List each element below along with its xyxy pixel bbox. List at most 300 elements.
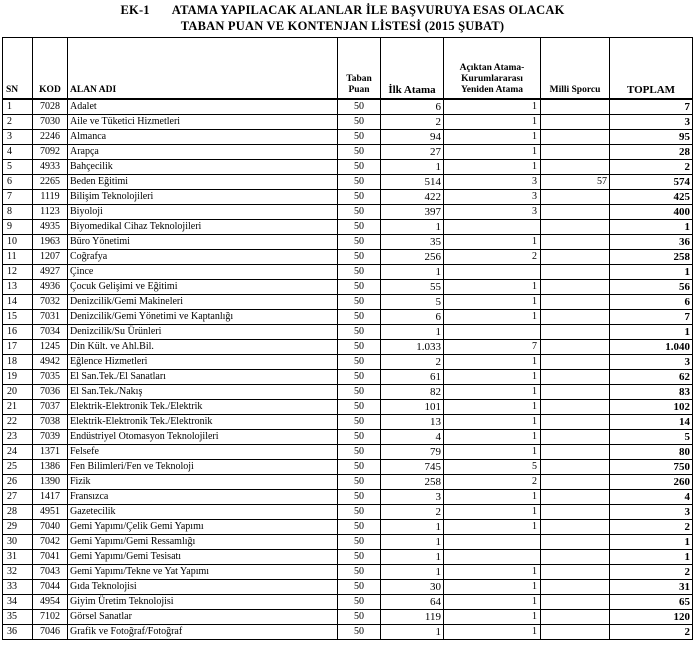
cell-milli xyxy=(541,99,610,115)
table-row xyxy=(3,415,693,430)
cell-kod: 7044 xyxy=(33,580,68,595)
cell-alan: Eğlence Hizmetleri xyxy=(68,355,338,370)
table-row xyxy=(3,505,693,520)
cell-kod: 1123 xyxy=(33,205,68,220)
table-row xyxy=(3,385,693,400)
cell-kod: 1119 xyxy=(33,190,68,205)
cell-sn: 33 xyxy=(3,580,33,595)
cell-sn: 26 xyxy=(3,475,33,490)
cell-ilk: 55 xyxy=(381,280,444,295)
cell-ilk: 1 xyxy=(381,265,444,280)
cell-milli xyxy=(541,235,610,250)
cell-milli xyxy=(541,265,610,280)
cell-acik: 1 xyxy=(444,520,541,535)
cell-sn: 3 xyxy=(3,130,33,145)
cell-sn: 12 xyxy=(3,265,33,280)
cell-acik: 2 xyxy=(444,475,541,490)
cell-sn: 13 xyxy=(3,280,33,295)
cell-kod: 7038 xyxy=(33,415,68,430)
cell-acik: 1 xyxy=(444,610,541,625)
cell-alan: Felsefe xyxy=(68,445,338,460)
cell-alan: Giyim Üretim Teknolojisi xyxy=(68,595,338,610)
cell-milli xyxy=(541,580,610,595)
cell-toplam: 4 xyxy=(610,490,693,505)
header-acik: Açıktan Atama-Kurumlararası Yeniden Atama xyxy=(444,38,541,100)
cell-milli xyxy=(541,415,610,430)
cell-alan: Coğrafya xyxy=(68,250,338,265)
cell-sn: 1 xyxy=(3,99,33,115)
cell-milli xyxy=(541,565,610,580)
cell-acik: 5 xyxy=(444,460,541,475)
table-row xyxy=(3,220,693,235)
cell-acik xyxy=(444,325,541,340)
cell-taban: 50 xyxy=(338,520,381,535)
cell-acik: 1 xyxy=(444,415,541,430)
cell-ilk: 1 xyxy=(381,550,444,565)
cell-sn: 30 xyxy=(3,535,33,550)
cell-toplam: 31 xyxy=(610,580,693,595)
cell-milli xyxy=(541,475,610,490)
cell-kod: 1245 xyxy=(33,340,68,355)
cell-ilk: 2 xyxy=(381,505,444,520)
table-row xyxy=(3,535,693,550)
cell-sn: 18 xyxy=(3,355,33,370)
title-line-2: TABAN PUAN VE KONTENJAN LİSTESİ (2015 ŞUBAT) xyxy=(180,19,505,33)
cell-taban: 50 xyxy=(338,610,381,625)
cell-milli xyxy=(541,205,610,220)
cell-taban: 50 xyxy=(338,265,381,280)
cell-acik: 1 xyxy=(444,115,541,130)
cell-alan: Fransızca xyxy=(68,490,338,505)
cell-alan: El San.Tek./Nakış xyxy=(68,385,338,400)
cell-toplam: 7 xyxy=(610,310,693,325)
cell-taban: 50 xyxy=(338,130,381,145)
cell-sn: 19 xyxy=(3,370,33,385)
cell-taban: 50 xyxy=(338,580,381,595)
cell-kod: 7032 xyxy=(33,295,68,310)
quota-table xyxy=(2,37,693,640)
cell-sn: 36 xyxy=(3,625,33,640)
cell-toplam: 62 xyxy=(610,370,693,385)
cell-sn: 25 xyxy=(3,460,33,475)
cell-toplam: 1 xyxy=(610,265,693,280)
document-title xyxy=(0,0,685,37)
cell-alan: Almanca xyxy=(68,130,338,145)
header-milli: Milli Sporcu xyxy=(541,38,610,100)
cell-kod: 7042 xyxy=(33,535,68,550)
cell-alan: Gıda Teknolojisi xyxy=(68,580,338,595)
cell-alan: Din Kült. ve Ahl.Bil. xyxy=(68,340,338,355)
cell-toplam: 1 xyxy=(610,325,693,340)
cell-milli xyxy=(541,535,610,550)
cell-ilk: 13 xyxy=(381,415,444,430)
cell-alan: Endüstriyel Otomasyon Teknolojileri xyxy=(68,430,338,445)
cell-sn: 10 xyxy=(3,235,33,250)
cell-kod: 1417 xyxy=(33,490,68,505)
cell-alan: Gemi Yapımı/Gemi Ressamlığı xyxy=(68,535,338,550)
cell-milli xyxy=(541,160,610,175)
cell-sn: 6 xyxy=(3,175,33,190)
table-row xyxy=(3,610,693,625)
cell-alan: Gemi Yapımı/Tekne ve Yat Yapımı xyxy=(68,565,338,580)
cell-milli xyxy=(541,355,610,370)
cell-ilk: 256 xyxy=(381,250,444,265)
annex-label: EK-1 xyxy=(120,3,150,17)
cell-kod: 1963 xyxy=(33,235,68,250)
cell-taban: 50 xyxy=(338,355,381,370)
cell-alan: Denizcilik/Su Ürünleri xyxy=(68,325,338,340)
table-row xyxy=(3,565,693,580)
cell-toplam: 102 xyxy=(610,400,693,415)
cell-sn: 20 xyxy=(3,385,33,400)
cell-taban: 50 xyxy=(338,475,381,490)
cell-kod: 4935 xyxy=(33,220,68,235)
table-row xyxy=(3,325,693,340)
cell-ilk: 61 xyxy=(381,370,444,385)
cell-ilk: 397 xyxy=(381,205,444,220)
cell-sn: 31 xyxy=(3,550,33,565)
cell-milli xyxy=(541,490,610,505)
cell-milli xyxy=(541,400,610,415)
table-row xyxy=(3,580,693,595)
cell-sn: 2 xyxy=(3,115,33,130)
table-row xyxy=(3,280,693,295)
cell-ilk: 6 xyxy=(381,99,444,115)
cell-milli xyxy=(541,340,610,355)
cell-toplam: 14 xyxy=(610,415,693,430)
cell-sn: 4 xyxy=(3,145,33,160)
cell-milli xyxy=(541,280,610,295)
cell-alan: Çocuk Gelişimi ve Eğitimi xyxy=(68,280,338,295)
cell-taban: 50 xyxy=(338,235,381,250)
cell-sn: 32 xyxy=(3,565,33,580)
cell-acik: 1 xyxy=(444,385,541,400)
cell-acik xyxy=(444,220,541,235)
cell-milli xyxy=(541,325,610,340)
cell-ilk: 1 xyxy=(381,565,444,580)
cell-alan: Aile ve Tüketici Hizmetleri xyxy=(68,115,338,130)
cell-toplam: 1 xyxy=(610,535,693,550)
cell-toplam: 2 xyxy=(610,160,693,175)
cell-ilk: 30 xyxy=(381,580,444,595)
cell-milli xyxy=(541,505,610,520)
cell-kod: 7040 xyxy=(33,520,68,535)
table-row xyxy=(3,370,693,385)
cell-toplam: 80 xyxy=(610,445,693,460)
cell-alan: Gazetecilik xyxy=(68,505,338,520)
cell-toplam: 1 xyxy=(610,220,693,235)
cell-sn: 9 xyxy=(3,220,33,235)
cell-milli xyxy=(541,445,610,460)
cell-milli xyxy=(541,370,610,385)
title-text-1: ATAMA YAPILACAK ALANLAR İLE BAŞVURUYA ESAS OLACAK xyxy=(171,3,565,17)
cell-toplam: 7 xyxy=(610,99,693,115)
cell-kod: 7092 xyxy=(33,145,68,160)
cell-sn: 29 xyxy=(3,520,33,535)
cell-taban: 50 xyxy=(338,205,381,220)
cell-ilk: 3 xyxy=(381,490,444,505)
cell-kod: 7030 xyxy=(33,115,68,130)
cell-taban: 50 xyxy=(338,490,381,505)
cell-toplam: 95 xyxy=(610,130,693,145)
cell-ilk: 1 xyxy=(381,625,444,640)
header-kod: KOD xyxy=(33,38,68,100)
table-row xyxy=(3,235,693,250)
table-row xyxy=(3,460,693,475)
cell-alan: Elektrik-Elektronik Tek./Elektrik xyxy=(68,400,338,415)
cell-taban: 50 xyxy=(338,445,381,460)
cell-sn: 27 xyxy=(3,490,33,505)
cell-sn: 34 xyxy=(3,595,33,610)
cell-kod: 2265 xyxy=(33,175,68,190)
cell-milli xyxy=(541,385,610,400)
cell-toplam: 260 xyxy=(610,475,693,490)
cell-toplam: 28 xyxy=(610,145,693,160)
cell-acik xyxy=(444,550,541,565)
cell-acik: 1 xyxy=(444,295,541,310)
cell-milli xyxy=(541,145,610,160)
cell-acik xyxy=(444,265,541,280)
cell-taban: 50 xyxy=(338,385,381,400)
cell-taban: 50 xyxy=(338,190,381,205)
cell-milli xyxy=(541,220,610,235)
cell-alan: El San.Tek./El Sanatları xyxy=(68,370,338,385)
cell-toplam: 3 xyxy=(610,355,693,370)
cell-kod: 1386 xyxy=(33,460,68,475)
cell-ilk: 1 xyxy=(381,160,444,175)
cell-kod: 1390 xyxy=(33,475,68,490)
cell-taban: 50 xyxy=(338,400,381,415)
cell-taban: 50 xyxy=(338,325,381,340)
title-line-1 xyxy=(0,3,685,18)
cell-milli xyxy=(541,250,610,265)
cell-ilk: 35 xyxy=(381,235,444,250)
table-row xyxy=(3,550,693,565)
table-row xyxy=(3,430,693,445)
table-row xyxy=(3,355,693,370)
cell-alan: Arapça xyxy=(68,145,338,160)
cell-taban: 50 xyxy=(338,340,381,355)
cell-sn: 24 xyxy=(3,445,33,460)
cell-acik: 1 xyxy=(444,580,541,595)
cell-sn: 22 xyxy=(3,415,33,430)
cell-taban: 50 xyxy=(338,550,381,565)
cell-ilk: 6 xyxy=(381,310,444,325)
cell-ilk: 94 xyxy=(381,130,444,145)
cell-taban: 50 xyxy=(338,295,381,310)
header-taban: Taban Puan xyxy=(338,38,381,100)
cell-acik: 1 xyxy=(444,99,541,115)
cell-acik: 3 xyxy=(444,205,541,220)
table-row xyxy=(3,160,693,175)
cell-taban: 50 xyxy=(338,430,381,445)
cell-ilk: 1.033 xyxy=(381,340,444,355)
cell-taban: 50 xyxy=(338,505,381,520)
table-row xyxy=(3,250,693,265)
cell-ilk: 79 xyxy=(381,445,444,460)
cell-alan: Denizcilik/Gemi Makineleri xyxy=(68,295,338,310)
cell-alan: Adalet xyxy=(68,99,338,115)
cell-sn: 17 xyxy=(3,340,33,355)
cell-milli xyxy=(541,520,610,535)
cell-alan: Çince xyxy=(68,265,338,280)
cell-ilk: 1 xyxy=(381,220,444,235)
cell-sn: 23 xyxy=(3,430,33,445)
cell-kod: 4954 xyxy=(33,595,68,610)
cell-taban: 50 xyxy=(338,370,381,385)
cell-ilk: 258 xyxy=(381,475,444,490)
cell-toplam: 2 xyxy=(610,565,693,580)
cell-taban: 50 xyxy=(338,595,381,610)
cell-ilk: 27 xyxy=(381,145,444,160)
table-row xyxy=(3,205,693,220)
cell-taban: 50 xyxy=(338,220,381,235)
cell-alan: Bilişim Teknolojileri xyxy=(68,190,338,205)
cell-toplam: 65 xyxy=(610,595,693,610)
cell-ilk: 1 xyxy=(381,520,444,535)
cell-sn: 28 xyxy=(3,505,33,520)
table-row xyxy=(3,445,693,460)
cell-alan: Görsel Sanatlar xyxy=(68,610,338,625)
cell-kod: 7046 xyxy=(33,625,68,640)
header-sn: SN xyxy=(3,38,33,100)
cell-sn: 16 xyxy=(3,325,33,340)
cell-acik: 1 xyxy=(444,625,541,640)
cell-taban: 50 xyxy=(338,160,381,175)
cell-ilk: 1 xyxy=(381,325,444,340)
cell-kod: 7031 xyxy=(33,310,68,325)
table-row xyxy=(3,145,693,160)
cell-ilk: 5 xyxy=(381,295,444,310)
cell-toplam: 750 xyxy=(610,460,693,475)
cell-kod: 7102 xyxy=(33,610,68,625)
table-row xyxy=(3,130,693,145)
cell-acik: 1 xyxy=(444,280,541,295)
cell-taban: 50 xyxy=(338,280,381,295)
cell-milli xyxy=(541,610,610,625)
cell-ilk: 101 xyxy=(381,400,444,415)
table-header-row xyxy=(3,38,693,100)
cell-ilk: 82 xyxy=(381,385,444,400)
cell-milli xyxy=(541,625,610,640)
header-ilk: İlk Atama xyxy=(381,38,444,100)
cell-kod: 4942 xyxy=(33,355,68,370)
cell-milli: 57 xyxy=(541,175,610,190)
cell-toplam: 1.040 xyxy=(610,340,693,355)
cell-acik: 1 xyxy=(444,130,541,145)
table-row xyxy=(3,490,693,505)
cell-taban: 50 xyxy=(338,310,381,325)
cell-kod: 4933 xyxy=(33,160,68,175)
cell-acik xyxy=(444,535,541,550)
cell-kod: 4927 xyxy=(33,265,68,280)
header-alan: ALAN ADI xyxy=(68,38,338,100)
cell-kod: 7041 xyxy=(33,550,68,565)
cell-toplam: 6 xyxy=(610,295,693,310)
cell-milli xyxy=(541,190,610,205)
cell-taban: 50 xyxy=(338,460,381,475)
cell-acik: 1 xyxy=(444,595,541,610)
cell-taban: 50 xyxy=(338,250,381,265)
cell-milli xyxy=(541,130,610,145)
table-row xyxy=(3,99,693,115)
table-row xyxy=(3,310,693,325)
cell-kod: 7036 xyxy=(33,385,68,400)
cell-toplam: 258 xyxy=(610,250,693,265)
cell-toplam: 120 xyxy=(610,610,693,625)
cell-sn: 35 xyxy=(3,610,33,625)
cell-kod: 4951 xyxy=(33,505,68,520)
cell-ilk: 514 xyxy=(381,175,444,190)
cell-acik: 7 xyxy=(444,340,541,355)
cell-alan: Gemi Yapımı/Gemi Tesisatı xyxy=(68,550,338,565)
cell-acik: 2 xyxy=(444,250,541,265)
table-row xyxy=(3,115,693,130)
table-row xyxy=(3,520,693,535)
cell-alan: Biyomedikal Cihaz Teknolojileri xyxy=(68,220,338,235)
cell-milli xyxy=(541,310,610,325)
cell-acik: 1 xyxy=(444,355,541,370)
cell-milli xyxy=(541,595,610,610)
cell-acik: 3 xyxy=(444,175,541,190)
cell-toplam: 3 xyxy=(610,115,693,130)
cell-toplam: 3 xyxy=(610,505,693,520)
cell-alan: Büro Yönetimi xyxy=(68,235,338,250)
cell-toplam: 400 xyxy=(610,205,693,220)
cell-ilk: 1 xyxy=(381,535,444,550)
cell-taban: 50 xyxy=(338,535,381,550)
cell-alan: Gemi Yapımı/Çelik Gemi Yapımı xyxy=(68,520,338,535)
table-row xyxy=(3,295,693,310)
cell-alan: Denizcilik/Gemi Yönetimi ve Kaptanlığı xyxy=(68,310,338,325)
cell-acik: 1 xyxy=(444,445,541,460)
cell-kod: 2246 xyxy=(33,130,68,145)
cell-ilk: 2 xyxy=(381,115,444,130)
cell-kod: 7039 xyxy=(33,430,68,445)
cell-acik: 1 xyxy=(444,400,541,415)
cell-toplam: 56 xyxy=(610,280,693,295)
table-row xyxy=(3,265,693,280)
cell-alan: Beden Eğitimi xyxy=(68,175,338,190)
cell-sn: 15 xyxy=(3,310,33,325)
cell-acik: 1 xyxy=(444,370,541,385)
cell-taban: 50 xyxy=(338,625,381,640)
table-row xyxy=(3,625,693,640)
cell-milli xyxy=(541,550,610,565)
cell-toplam: 2 xyxy=(610,625,693,640)
table-row xyxy=(3,595,693,610)
cell-alan: Grafik ve Fotoğraf/Fotoğraf xyxy=(68,625,338,640)
cell-sn: 21 xyxy=(3,400,33,415)
cell-milli xyxy=(541,460,610,475)
cell-acik: 3 xyxy=(444,190,541,205)
cell-toplam: 5 xyxy=(610,430,693,445)
cell-alan: Bahçecilik xyxy=(68,160,338,175)
cell-alan: Fen Bilimleri/Fen ve Teknoloji xyxy=(68,460,338,475)
cell-kod: 1207 xyxy=(33,250,68,265)
cell-acik: 1 xyxy=(444,565,541,580)
cell-taban: 50 xyxy=(338,415,381,430)
cell-ilk: 745 xyxy=(381,460,444,475)
cell-acik: 1 xyxy=(444,490,541,505)
cell-toplam: 2 xyxy=(610,520,693,535)
cell-alan: Elektrik-Elektronik Tek./Elektronik xyxy=(68,415,338,430)
cell-taban: 50 xyxy=(338,175,381,190)
cell-taban: 50 xyxy=(338,115,381,130)
cell-milli xyxy=(541,430,610,445)
cell-ilk: 4 xyxy=(381,430,444,445)
cell-sn: 11 xyxy=(3,250,33,265)
